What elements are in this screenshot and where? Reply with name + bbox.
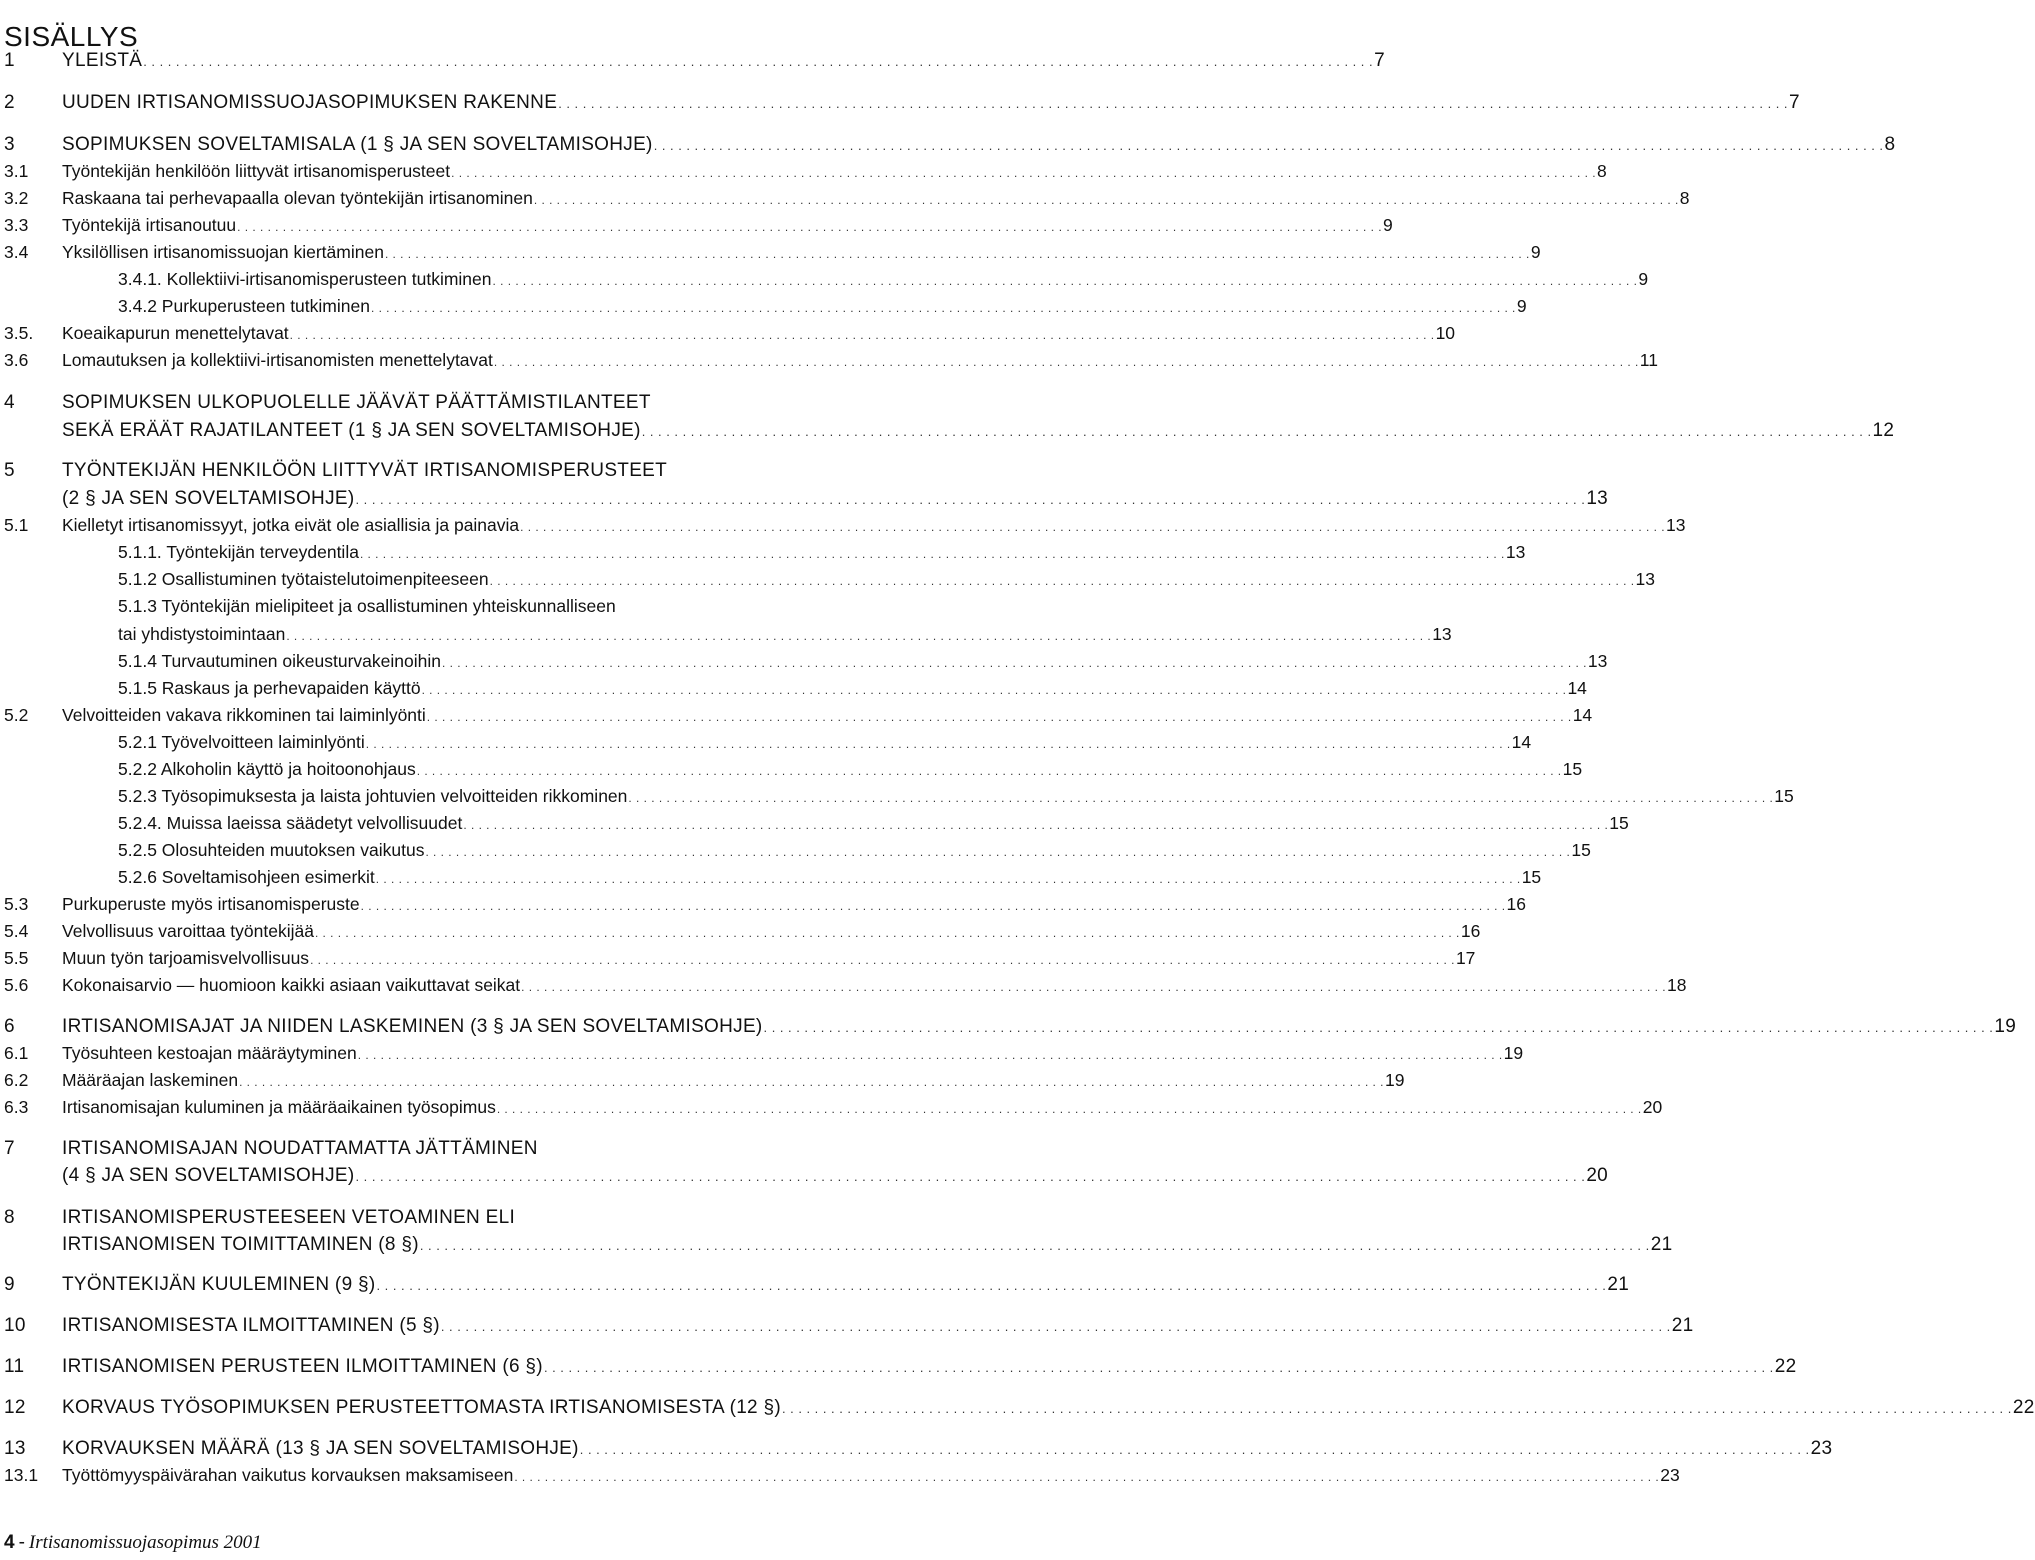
toc-entry-page: 19 <box>1503 1043 1524 1063</box>
toc-entry-title-line: 5.1.5 Raskaus ja perhevapaiden käyttö <box>118 678 421 698</box>
toc-entry-page: 13 <box>1432 624 1452 644</box>
toc-title: SISÄLLYS <box>4 20 139 52</box>
toc-entry-page: 13 <box>1635 569 1655 589</box>
toc-entry-title-line: 5.2.5 Olosuhteiden muutoksen vaikutus <box>118 840 425 860</box>
footer-separator: - <box>18 1532 25 1553</box>
toc-entry-title-line: TYÖNTEKIJÄN KUULEMINEN (9 §) <box>62 1274 376 1295</box>
toc-leader-dots: . . . . . . . . . . . . . . . . . . . . . . . . . . . . . . . . . . . . . . . . . . . . . . . . . . . . . . . . . . . . . . . . . . . . . . . . . . . . . . . . . . . . . . . . . . . . . . . . . . . . . . . . . . . . . . . . . . . . . . . . . . . . . . . . . . . . . . . . . . . . . . . . . . . . . . . <box>425 845 1571 859</box>
toc-entry-page: 14 <box>1572 705 1593 725</box>
toc-entry-title-line: TYÖNTEKIJÄN HENKILÖÖN LIITTYVÄT IRTISANOMISPERUSTEET <box>62 460 668 481</box>
toc-leader-dots: . . . . . . . . . . . . . . . . . . . . . . . . . . . . . . . . . . . . . . . . . . . . . . . . . . . . . . . . . . . . . . . . . . . . . . . . . . . . . . . . . . . . . . . . . . . . . . . . . . . . . . . . . . . . . . . . . . . . . . . . . . . . . . . . . . . . . . . . . . . . . . . . . . . . . . . <box>310 953 1455 967</box>
toc-leader-dots: . . . . . . . . . . . . . . . . . . . . . . . . . . . . . . . . . . . . . . . . . . . . . . . . . . . . . . . . . . . . . . . . . . . . . . . . . . . . . . . . . . . . . . . . . . . . . . . . . . . . . . . . . . . . . . . . . . . . . . . . . . . . . . . . . . . . . . . . . . . . . . . . . . . . . . . <box>355 492 1586 507</box>
toc-leader-dots: . . . . . . . . . . . . . . . . . . . . . . . . . . . . . . . . . . . . . . . . . . . . . . . . . . . . . . . . . . . . . . . . . . . . . . . . . . . . . . . . . . . . . . . . . . . . . . . . . . . . . . . . . . . . . . . . . . . . . . . . . . . . . . . . . . . . . . . . . . . . . . . . . . . . . . . <box>451 166 1597 180</box>
toc-entry-title-line: Yksilöllisen irtisanomissuojan kiertäminen <box>62 242 384 262</box>
toc-leader-dots: . . . . . . . . . . . . . . . . . . . . . . . . . . . . . . . . . . . . . . . . . . . . . . . . . . . . . . . . . . . . . . . . . . . . . . . . . . . . . . . . . . . . . . . . . . . . . . . . . . . . . . . . . . . . . . . . . . . . . . . . . . . . . . . . . . . . . . . . . . . . . . . . . . . . . . . <box>492 274 1638 288</box>
toc-entry-title-line: KORVAUS TYÖSOPIMUKSEN PERUSTEETTOMASTA IRTISANOMISESTA (12 §) <box>62 1397 781 1418</box>
toc-entry-title-line: UUDEN IRTISANOMISSUOJASOPIMUKSEN RAKENNE <box>62 92 558 113</box>
toc-entry-page: 20 <box>1642 1097 1663 1117</box>
toc-leader-dots: . . . . . . . . . . . . . . . . . . . . . . . . . . . . . . . . . . . . . . . . . . . . . . . . . . . . . . . . . . . . . . . . . . . . . . . . . . . . . . . . . . . . . . . . . . . . . . . . . . . . . . . . . . . . . . . . . . . . . . . . . . . . . . . . . . . . . . . . . . . . . . . . . . . . . . . <box>314 926 1460 940</box>
toc-entry-page: 21 <box>1607 1274 1630 1295</box>
toc-entry-page: 20 <box>1586 1165 1609 1186</box>
toc-leader-dots: . . . . . . . . . . . . . . . . . . . . . . . . . . . . . . . . . . . . . . . . . . . . . . . . . . . . . . . . . . . . . . . . . . . . . . . . . . . . . . . . . . . . . . . . . . . . . . . . . . . . . . . . . . . . . . . . . . . . . . . . . . . . . . . . . . . . . . . . . . . . . . . . . . . . . . . <box>782 1401 2012 1416</box>
page-footer <box>4 1532 262 1554</box>
toc-entry-page: 22 <box>1774 1356 1797 1377</box>
toc-entry-page: 23 <box>1660 1465 1680 1485</box>
toc-leader-dots: . . . . . . . . . . . . . . . . . . . . . . . . . . . . . . . . . . . . . . . . . . . . . . . . . . . . . . . . . . . . . . . . . . . . . . . . . . . . . . . . . . . . . . . . . . . . . . . . . . . . . . . . . . . . . . . . . . . . . . . . . . . . . . . . . . . . . . . . . . . . . . . . . . . . . . . <box>489 574 1635 588</box>
toc-entry-number: 5.5 <box>4 948 29 968</box>
toc-entry-number: 5.4 <box>4 921 29 941</box>
toc-entry-title-line: Lomautuksen ja kollektiivi-irtisanomisten menettelytavat <box>62 350 493 370</box>
toc-entry-title-line: IRTISANOMISEN TOIMITTAMINEN (8 §) <box>62 1234 419 1255</box>
toc-entry-title-line: 3.4.2 Purkuperusteen tutkiminen <box>118 296 370 316</box>
toc-entry-title-line: SEKÄ ERÄÄT RAJATILANTEET (1 § JA SEN SOVELTAMISOHJE) <box>62 420 641 441</box>
toc-leader-dots: . . . . . . . . . . . . . . . . . . . . . . . . . . . . . . . . . . . . . . . . . . . . . . . . . . . . . . . . . . . . . . . . . . . . . . . . . . . . . . . . . . . . . . . . . . . . . . . . . . . . . . . . . . . . . . . . . . . . . . . . . . . . . . . . . . . . . . . . . . . . . . . . . . . . . . . <box>360 899 1506 913</box>
toc-entry-number: 8 <box>4 1207 15 1228</box>
toc-entry-title-line: 5.2.4. Muissa laeissa säädetyt velvollisuudet <box>118 813 463 833</box>
toc-leader-dots: . . . . . . . . . . . . . . . . . . . . . . . . . . . . . . . . . . . . . . . . . . . . . . . . . . . . . . . . . . . . . . . . . . . . . . . . . . . . . . . . . . . . . . . . . . . . . . . . . . . . . . . . . . . . . . . . . . . . . . . . . . . . . . . . . . . . . . . . . . . . . . . . . . . . . . . <box>286 629 1432 643</box>
toc-entry-number: 5.3 <box>4 894 29 914</box>
toc-entry-title-line: 5.1.4 Turvautuminen oikeusturvakeinoihin <box>118 651 441 671</box>
toc-leader-dots: . . . . . . . . . . . . . . . . . . . . . . . . . . . . . . . . . . . . . . . . . . . . . . . . . . . . . . . . . . . . . . . . . . . . . . . . . . . . . . . . . . . . . . . . . . . . . . . . . . . . . . . . . . . . . . . . . . . . . . . . . . . . . . . . . . . . . . . . . . . . . . . . . . . . . . . <box>763 1020 1994 1035</box>
toc-leader-dots: . . . . . . . . . . . . . . . . . . . . . . . . . . . . . . . . . . . . . . . . . . . . . . . . . . . . . . . . . . . . . . . . . . . . . . . . . . . . . . . . . . . . . . . . . . . . . . . . . . . . . . . . . . . . . . . . . . . . . . . . . . . . . . . . . . . . . . . . . . . . . . . . . . . . . . . <box>289 328 1435 342</box>
toc-leader-dots: . . . . . . . . . . . . . . . . . . . . . . . . . . . . . . . . . . . . . . . . . . . . . . . . . . . . . . . . . . . . . . . . . . . . . . . . . . . . . . . . . . . . . . . . . . . . . . . . . . . . . . . . . . . . . . . . . . . . . . . . . . . . . . . . . . . . . . . . . . . . . . . . . . . . . . . <box>463 818 1609 832</box>
toc-leader-dots: . . . . . . . . . . . . . . . . . . . . . . . . . . . . . . . . . . . . . . . . . . . . . . . . . . . . . . . . . . . . . . . . . . . . . . . . . . . . . . . . . . . . . . . . . . . . . . . . . . . . . . . . . . . . . . . . . . . . . . . . . . . . . . . . . . . . . . . . . . . . . . . . . . . . . . . <box>359 547 1505 561</box>
toc-entry-page: 12 <box>1872 420 1895 441</box>
toc-entry-title-line: SOPIMUKSEN SOVELTAMISALA (1 § JA SEN SOVELTAMISOHJE) <box>62 134 653 155</box>
toc-entry-page: 18 <box>1667 975 1687 995</box>
toc-entry-number: 1 <box>4 50 15 71</box>
toc-leader-dots: . . . . . . . . . . . . . . . . . . . . . . . . . . . . . . . . . . . . . . . . . . . . . . . . . . . . . . . . . . . . . . . . . . . . . . . . . . . . . . . . . . . . . . . . . . . . . . . . . . . . . . . . . . . . . . . . . . . . . . . . . . . . . . . . . . . . . . . . . . . . . . . . . . . . . . . <box>653 138 1884 153</box>
toc-entry-title-line: 3.4.1. Kollektiivi-irtisanomisperusteen tutkiminen <box>118 269 492 289</box>
toc-entry-title-line: Työsuhteen kestoajan määräytyminen <box>62 1043 357 1063</box>
toc-entry-title-line: 5.1.1. Työntekijän terveydentila <box>118 542 359 562</box>
toc-entry-page: 13 <box>1587 651 1608 671</box>
toc-entry-page: 19 <box>1994 1016 2017 1037</box>
toc-entry-title-line: YLEISTÄ <box>62 50 143 71</box>
toc-entry-number: 3 <box>4 134 15 155</box>
toc-entry-page: 9 <box>1638 269 1649 289</box>
toc-leader-dots: . . . . . . . . . . . . . . . . . . . . . . . . . . . . . . . . . . . . . . . . . . . . . . . . . . . . . . . . . . . . . . . . . . . . . . . . . . . . . . . . . . . . . . . . . . . . . . . . . . . . . . . . . . . . . . . . . . . . . . . . . . . . . . . . . . . . . . . . . . . . . . . . . . . . . . . <box>416 764 1562 778</box>
toc-entry-title-line: tai yhdistystoimintaan <box>118 624 286 644</box>
toc-entry-page: 13 <box>1586 488 1609 509</box>
toc-entry-page: 15 <box>1609 813 1629 833</box>
toc-entry-title-line: IRTISANOMISAJAT JA NIIDEN LASKEMINEN (3 § JA SEN SOVELTAMISOHJE) <box>62 1016 763 1037</box>
toc-entry-number: 6 <box>4 1016 15 1037</box>
toc-leader-dots: . . . . . . . . . . . . . . . . . . . . . . . . . . . . . . . . . . . . . . . . . . . . . . . . . . . . . . . . . . . . . . . . . . . . . . . . . . . . . . . . . . . . . . . . . . . . . . . . . . . . . . . . . . . . . . . . . . . . . . . . . . . . . . . . . . . . . . . . . . . . . . . . . . . . . . . <box>419 1238 1650 1253</box>
toc-entry-number: 6.2 <box>4 1070 29 1090</box>
toc-entry-page: 10 <box>1435 323 1456 343</box>
toc-entry-title-line: Irtisanomisajan kuluminen ja määräaikainen työsopimus <box>62 1097 496 1117</box>
toc-entry-number: 10 <box>4 1315 26 1336</box>
toc-entry-title-line: Purkuperuste myös irtisanomisperuste <box>62 894 360 914</box>
toc-entry-page: 16 <box>1460 921 1481 941</box>
toc-leader-dots: . . . . . . . . . . . . . . . . . . . . . . . . . . . . . . . . . . . . . . . . . . . . . . . . . . . . . . . . . . . . . . . . . . . . . . . . . . . . . . . . . . . . . . . . . . . . . . . . . . . . . . . . . . . . . . . . . . . . . . . . . . . . . . . . . . . . . . . . . . . . . . . . . . . . . . . <box>520 520 1666 534</box>
toc-leader-dots: . . . . . . . . . . . . . . . . . . . . . . . . . . . . . . . . . . . . . . . . . . . . . . . . . . . . . . . . . . . . . . . . . . . . . . . . . . . . . . . . . . . . . . . . . . . . . . . . . . . . . . . . . . . . . . . . . . . . . . . . . . . . . . . . . . . . . . . . . . . . . . . . . . . . . . . <box>143 54 1374 69</box>
toc-entry-page: 23 <box>1810 1438 1833 1459</box>
toc-entry-title-line: 5.2.6 Soveltamisohjeen esimerkit <box>118 867 375 887</box>
toc-entry-page: 7 <box>1374 50 1385 71</box>
toc-entry-page: 15 <box>1521 867 1542 887</box>
toc-entry-number: 6.3 <box>4 1097 29 1117</box>
toc-leader-dots: . . . . . . . . . . . . . . . . . . . . . . . . . . . . . . . . . . . . . . . . . . . . . . . . . . . . . . . . . . . . . . . . . . . . . . . . . . . . . . . . . . . . . . . . . . . . . . . . . . . . . . . . . . . . . . . . . . . . . . . . . . . . . . . . . . . . . . . . . . . . . . . . . . . . . . . <box>579 1442 1810 1457</box>
toc-leader-dots: . . . . . . . . . . . . . . . . . . . . . . . . . . . . . . . . . . . . . . . . . . . . . . . . . . . . . . . . . . . . . . . . . . . . . . . . . . . . . . . . . . . . . . . . . . . . . . . . . . . . . . . . . . . . . . . . . . . . . . . . . . . . . . . . . . . . . . . . . . . . . . . . . . . . . . . <box>496 1102 1642 1116</box>
toc-entry-page: 14 <box>1567 678 1587 698</box>
toc-entry-title-line: Velvollisuus varoittaa työntekijää <box>62 921 314 941</box>
toc-entry-title-line: Kielletyt irtisanomissyyt, jotka eivät ole asiallisia ja painavia <box>62 515 520 535</box>
toc-entry-page: 8 <box>1884 134 1896 155</box>
toc-entry-page: 16 <box>1506 894 1526 914</box>
toc-entry-page: 21 <box>1650 1234 1673 1255</box>
toc-entry-title-line: (2 § JA SEN SOVELTAMISOHJE) <box>62 488 355 509</box>
toc-leader-dots: . . . . . . . . . . . . . . . . . . . . . . . . . . . . . . . . . . . . . . . . . . . . . . . . . . . . . . . . . . . . . . . . . . . . . . . . . . . . . . . . . . . . . . . . . . . . . . . . . . . . . . . . . . . . . . . . . . . . . . . . . . . . . . . . . . . . . . . . . . . . . . . . . . . . . . . <box>543 1360 1774 1375</box>
toc-entry-title-line: Työntekijän henkilöön liittyvät irtisanomisperusteet <box>62 161 451 181</box>
toc-entry-page: 13 <box>1666 515 1686 535</box>
toc-leader-dots: . . . . . . . . . . . . . . . . . . . . . . . . . . . . . . . . . . . . . . . . . . . . . . . . . . . . . . . . . . . . . . . . . . . . . . . . . . . . . . . . . . . . . . . . . . . . . . . . . . . . . . . . . . . . . . . . . . . . . . . . . . . . . . . . . . . . . . . . . . . . . . . . . . . . . . . <box>493 355 1639 369</box>
toc-entry-title-line: 5.1.3 Työntekijän mielipiteet ja osallistuminen yhteiskunnalliseen <box>118 596 616 616</box>
toc-entry-page: 21 <box>1671 1315 1694 1336</box>
toc-entry-number: 3.6 <box>4 350 29 370</box>
toc-entry-title-line: 5.1.2 Osallistuminen työtaistelutoimenpiteeseen <box>118 569 489 589</box>
toc-entry-number: 3.5. <box>4 323 34 343</box>
toc-entry-title-line: Velvoitteiden vakava rikkominen tai laiminlyönti <box>62 705 426 725</box>
toc-entry-title-line: Muun työn tarjoamisvelvollisuus <box>62 948 310 968</box>
toc-leader-dots: . . . . . . . . . . . . . . . . . . . . . . . . . . . . . . . . . . . . . . . . . . . . . . . . . . . . . . . . . . . . . . . . . . . . . . . . . . . . . . . . . . . . . . . . . . . . . . . . . . . . . . . . . . . . . . . . . . . . . . . . . . . . . . . . . . . . . . . . . . . . . . . . . . . . . . . <box>237 220 1383 234</box>
toc-entry-number: 5.2 <box>4 705 29 725</box>
toc-leader-dots: . . . . . . . . . . . . . . . . . . . . . . . . . . . . . . . . . . . . . . . . . . . . . . . . . . . . . . . . . . . . . . . . . . . . . . . . . . . . . . . . . . . . . . . . . . . . . . . . . . . . . . . . . . . . . . . . . . . . . . . . . . . . . . . . . . . . . . . . . . . . . . . . . . . . . . . <box>421 683 1567 697</box>
toc-entry-page: 15 <box>1571 840 1591 860</box>
toc-entry-number: 5 <box>4 460 15 481</box>
toc-leader-dots: . . . . . . . . . . . . . . . . . . . . . . . . . . . . . . . . . . . . . . . . . . . . . . . . . . . . . . . . . . . . . . . . . . . . . . . . . . . . . . . . . . . . . . . . . . . . . . . . . . . . . . . . . . . . . . . . . . . . . . . . . . . . . . . . . . . . . . . . . . . . . . . . . . . . . . . <box>376 1278 1607 1293</box>
toc-entry-page: 15 <box>1774 786 1794 806</box>
toc-entry-page: 13 <box>1505 542 1526 562</box>
toc-entry-title-line: IRTISANOMISAJAN NOUDATTAMATTA JÄTTÄMINEN <box>62 1138 538 1159</box>
toc-entry-title-line: Kokonaisarvio — huomioon kaikki asiaan vaikuttavat seikat <box>62 975 521 995</box>
toc-entry-page: 22 <box>2012 1397 2035 1418</box>
toc-entry-page: 15 <box>1562 759 1583 779</box>
toc-entry-number: 3.4 <box>4 242 29 262</box>
toc-leader-dots: . . . . . . . . . . . . . . . . . . . . . . . . . . . . . . . . . . . . . . . . . . . . . . . . . . . . . . . . . . . . . . . . . . . . . . . . . . . . . . . . . . . . . . . . . . . . . . . . . . . . . . . . . . . . . . . . . . . . . . . . . . . . . . . . . . . . . . . . . . . . . . . . . . . . . . . <box>628 791 1774 805</box>
toc-entry-number: 13.1 <box>4 1465 39 1485</box>
toc-entry-number: 3.2 <box>4 188 29 208</box>
toc-entry-page: 9 <box>1383 215 1393 235</box>
toc-entry-title-line: 5.2.1 Työvelvoitteen laiminlyönti <box>118 732 365 752</box>
toc-leader-dots: . . . . . . . . . . . . . . . . . . . . . . . . . . . . . . . . . . . . . . . . . . . . . . . . . . . . . . . . . . . . . . . . . . . . . . . . . . . . . . . . . . . . . . . . . . . . . . . . . . . . . . . . . . . . . . . . . . . . . . . . . . . . . . . . . . . . . . . . . . . . . . . . . . . . . . . <box>514 1470 1660 1484</box>
toc-entry-number: 5.6 <box>4 975 29 995</box>
toc-entry-number: 11 <box>4 1356 25 1377</box>
toc-entry-number: 12 <box>4 1397 26 1418</box>
toc-entry-title-line: IRTISANOMISESTA ILMOITTAMINEN (5 §) <box>62 1315 440 1336</box>
toc-entry-title-line: 5.2.3 Työsopimuksesta ja laista johtuvien velvoitteiden rikkominen <box>118 786 628 806</box>
toc-entry-number: 3.3 <box>4 215 29 235</box>
toc-entry-page: 8 <box>1597 161 1607 181</box>
toc-entry-page: 9 <box>1530 242 1541 262</box>
toc-leader-dots: . . . . . . . . . . . . . . . . . . . . . . . . . . . . . . . . . . . . . . . . . . . . . . . . . . . . . . . . . . . . . . . . . . . . . . . . . . . . . . . . . . . . . . . . . . . . . . . . . . . . . . . . . . . . . . . . . . . . . . . . . . . . . . . . . . . . . . . . . . . . . . . . . . . . . . . <box>365 737 1511 751</box>
toc-entry-number: 2 <box>4 92 15 113</box>
toc-entry-number: 3.1 <box>4 161 29 181</box>
toc-entry-number: 5.1 <box>4 515 29 535</box>
toc-entry-number: 7 <box>4 1138 15 1159</box>
toc-entry-title-line: Määräajan laskeminen <box>62 1070 239 1090</box>
toc-entry-title-line: 5.2.2 Alkoholin käyttö ja hoitoonohjaus <box>118 759 416 779</box>
toc-entry-number: 13 <box>4 1438 26 1459</box>
toc-entry-number: 6.1 <box>4 1043 29 1063</box>
toc-entry-page: 19 <box>1384 1070 1405 1090</box>
toc-leader-dots: . . . . . . . . . . . . . . . . . . . . . . . . . . . . . . . . . . . . . . . . . . . . . . . . . . . . . . . . . . . . . . . . . . . . . . . . . . . . . . . . . . . . . . . . . . . . . . . . . . . . . . . . . . . . . . . . . . . . . . . . . . . . . . . . . . . . . . . . . . . . . . . . . . . . . . . <box>426 710 1572 724</box>
toc-entry-title-line: SOPIMUKSEN ULKOPUOLELLE JÄÄVÄT PÄÄTTÄMISTILANTEET <box>62 392 651 413</box>
toc-leader-dots: . . . . . . . . . . . . . . . . . . . . . . . . . . . . . . . . . . . . . . . . . . . . . . . . . . . . . . . . . . . . . . . . . . . . . . . . . . . . . . . . . . . . . . . . . . . . . . . . . . . . . . . . . . . . . . . . . . . . . . . . . . . . . . . . . . . . . . . . . . . . . . . . . . . . . . . <box>355 1169 1586 1184</box>
toc-entry-title-line: Työttömyyspäivärahan vaikutus korvauksen maksamiseen <box>62 1465 514 1485</box>
toc-entry-page: 8 <box>1679 188 1690 208</box>
toc-entry-page: 17 <box>1455 948 1476 968</box>
toc-entry-page: 9 <box>1516 296 1527 316</box>
toc-entry-page: 7 <box>1789 92 1800 113</box>
toc-leader-dots: . . . . . . . . . . . . . . . . . . . . . . . . . . . . . . . . . . . . . . . . . . . . . . . . . . . . . . . . . . . . . . . . . . . . . . . . . . . . . . . . . . . . . . . . . . . . . . . . . . . . . . . . . . . . . . . . . . . . . . . . . . . . . . . . . . . . . . . . . . . . . . . . . . . . . . . <box>441 656 1587 670</box>
toc-entry-page: 14 <box>1511 732 1532 752</box>
toc-entry-title-line: Raskaana tai perhevapaalla olevan työntekijän irtisanominen <box>62 188 533 208</box>
toc-leader-dots: . . . . . . . . . . . . . . . . . . . . . . . . . . . . . . . . . . . . . . . . . . . . . . . . . . . . . . . . . . . . . . . . . . . . . . . . . . . . . . . . . . . . . . . . . . . . . . . . . . . . . . . . . . . . . . . . . . . . . . . . . . . . . . . . . . . . . . . . . . . . . . . . . . . . . . . <box>521 980 1667 994</box>
toc-leader-dots: . . . . . . . . . . . . . . . . . . . . . . . . . . . . . . . . . . . . . . . . . . . . . . . . . . . . . . . . . . . . . . . . . . . . . . . . . . . . . . . . . . . . . . . . . . . . . . . . . . . . . . . . . . . . . . . . . . . . . . . . . . . . . . . . . . . . . . . . . . . . . . . . . . . . . . . <box>375 872 1521 886</box>
toc-leader-dots: . . . . . . . . . . . . . . . . . . . . . . . . . . . . . . . . . . . . . . . . . . . . . . . . . . . . . . . . . . . . . . . . . . . . . . . . . . . . . . . . . . . . . . . . . . . . . . . . . . . . . . . . . . . . . . . . . . . . . . . . . . . . . . . . . . . . . . . . . . . . . . . . . . . . . . . <box>440 1319 1671 1334</box>
footer-publication: Irtisanomissuojasopimus 2001 <box>28 1532 262 1553</box>
toc-leader-dots: . . . . . . . . . . . . . . . . . . . . . . . . . . . . . . . . . . . . . . . . . . . . . . . . . . . . . . . . . . . . . . . . . . . . . . . . . . . . . . . . . . . . . . . . . . . . . . . . . . . . . . . . . . . . . . . . . . . . . . . . . . . . . . . . . . . . . . . . . . . . . . . . . . . . . . . <box>384 247 1530 261</box>
footer-page-number: 4 <box>4 1532 15 1553</box>
toc-entry-number: 9 <box>4 1274 15 1295</box>
toc-leader-dots: . . . . . . . . . . . . . . . . . . . . . . . . . . . . . . . . . . . . . . . . . . . . . . . . . . . . . . . . . . . . . . . . . . . . . . . . . . . . . . . . . . . . . . . . . . . . . . . . . . . . . . . . . . . . . . . . . . . . . . . . . . . . . . . . . . . . . . . . . . . . . . . . . . . . . . . <box>558 96 1789 111</box>
toc-leader-dots: . . . . . . . . . . . . . . . . . . . . . . . . . . . . . . . . . . . . . . . . . . . . . . . . . . . . . . . . . . . . . . . . . . . . . . . . . . . . . . . . . . . . . . . . . . . . . . . . . . . . . . . . . . . . . . . . . . . . . . . . . . . . . . . . . . . . . . . . . . . . . . . . . . . . . . . <box>533 193 1679 207</box>
toc-leader-dots: . . . . . . . . . . . . . . . . . . . . . . . . . . . . . . . . . . . . . . . . . . . . . . . . . . . . . . . . . . . . . . . . . . . . . . . . . . . . . . . . . . . . . . . . . . . . . . . . . . . . . . . . . . . . . . . . . . . . . . . . . . . . . . . . . . . . . . . . . . . . . . . . . . . . . . . <box>370 301 1516 315</box>
toc-entry-title-line: Koeaikapurun menettelytavat <box>62 323 289 343</box>
toc-leader-dots: . . . . . . . . . . . . . . . . . . . . . . . . . . . . . . . . . . . . . . . . . . . . . . . . . . . . . . . . . . . . . . . . . . . . . . . . . . . . . . . . . . . . . . . . . . . . . . . . . . . . . . . . . . . . . . . . . . . . . . . . . . . . . . . . . . . . . . . . . . . . . . . . . . . . . . . <box>239 1075 1384 1089</box>
toc-entry-title-line: IRTISANOMISPERUSTEESEEN VETOAMINEN ELI <box>62 1207 516 1228</box>
toc-leader-dots: . . . . . . . . . . . . . . . . . . . . . . . . . . . . . . . . . . . . . . . . . . . . . . . . . . . . . . . . . . . . . . . . . . . . . . . . . . . . . . . . . . . . . . . . . . . . . . . . . . . . . . . . . . . . . . . . . . . . . . . . . . . . . . . . . . . . . . . . . . . . . . . . . . . . . . . <box>641 424 1872 439</box>
toc-entry-title-line: IRTISANOMISEN PERUSTEEN ILMOITTAMINEN (6 §) <box>62 1356 543 1377</box>
toc-leader-dots: . . . . . . . . . . . . . . . . . . . . . . . . . . . . . . . . . . . . . . . . . . . . . . . . . . . . . . . . . . . . . . . . . . . . . . . . . . . . . . . . . . . . . . . . . . . . . . . . . . . . . . . . . . . . . . . . . . . . . . . . . . . . . . . . . . . . . . . . . . . . . . . . . . . . . . . <box>357 1048 1503 1062</box>
toc-entry-title-line: (4 § JA SEN SOVELTAMISOHJE) <box>62 1165 355 1186</box>
toc-entry-title-line: KORVAUKSEN MÄÄRÄ (13 § JA SEN SOVELTAMISOHJE) <box>62 1438 579 1459</box>
toc-entry-page: 11 <box>1639 350 1658 370</box>
toc-entry-number: 4 <box>4 392 15 413</box>
toc-entry-title-line: Työntekijä irtisanoutuu <box>62 215 237 235</box>
